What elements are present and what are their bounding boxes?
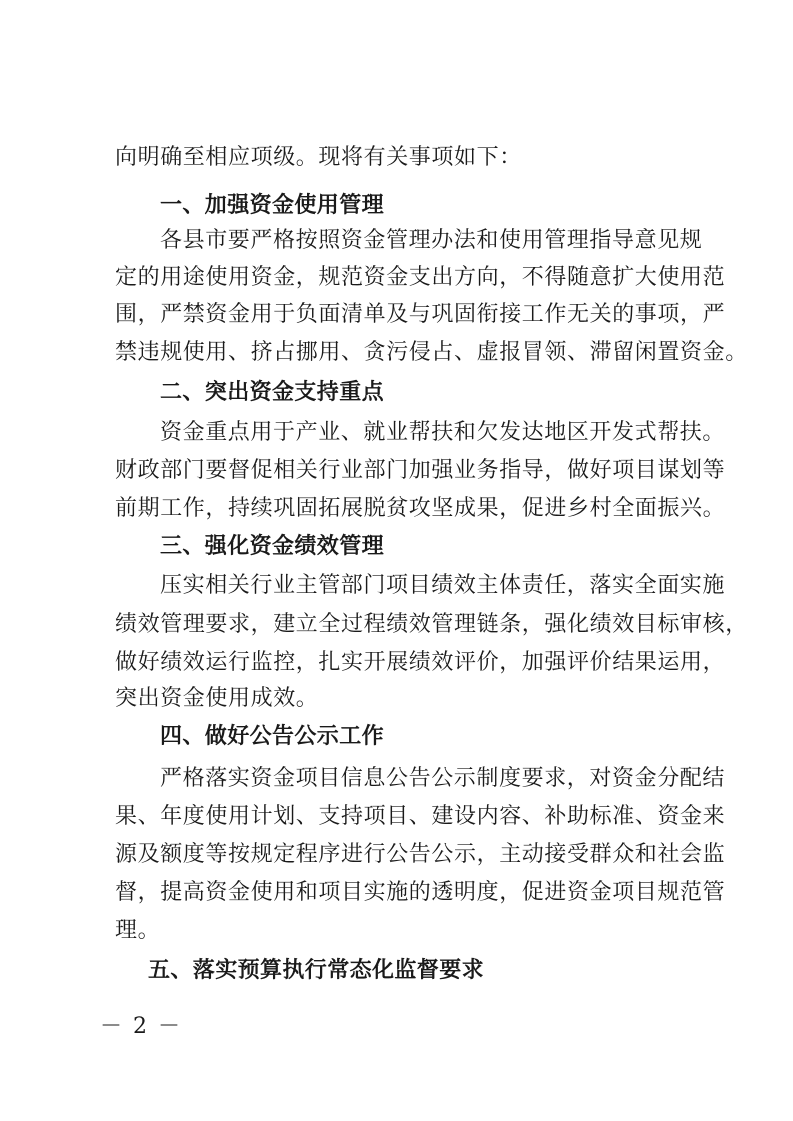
paragraph-line: 做好绩效运行监控，扎实开展绩效评价，加强评价结果运用， (115, 650, 726, 675)
paragraph-line: 前期工作，持续巩固拓展脱贫攻坚成果，促进乡村全面振兴。 (115, 496, 726, 521)
paragraph-line: 围，严禁资金用于负面清单及与巩固衔接工作无关的事项，严 (115, 302, 726, 327)
section-heading-4: 四、做好公告公示工作 (160, 724, 385, 749)
paragraph-line: 严格落实资金项目信息公告公示制度要求，对资金分配结 (160, 766, 726, 791)
paragraph-line: 绩效管理要求，建立全过程绩效管理链条，强化绩效目标审核， (115, 612, 748, 637)
section-heading-3: 三、强化资金绩效管理 (160, 534, 385, 559)
page-number: － 2 － (100, 1014, 182, 1039)
paragraph-line: 禁违规使用、挤占挪用、贪污侵占、虚报冒领、滞留闲置资金。 (115, 340, 748, 365)
section-heading-1: 一、加强资金使用管理 (160, 193, 385, 218)
paragraph-line: 财政部门要督促相关行业部门加强业务指导，做好项目谋划等 (115, 458, 726, 483)
paragraph-line: 压实相关行业主管部门项目绩效主体责任，落实全面实施 (160, 573, 726, 598)
paragraph-line: 突出资金使用成效。 (115, 686, 319, 711)
paragraph-line: 果、年度使用计划、支持项目、建设内容、补助标准、资金来 (115, 804, 726, 829)
paragraph-line: 定的用途使用资金，规范资金支出方向，不得随意扩大使用范 (115, 265, 726, 290)
paragraph-line: 各县市要严格按照资金管理办法和使用管理指导意见规 (160, 228, 703, 253)
section-heading-2: 二、突出资金支持重点 (160, 380, 385, 405)
paragraph-line: 督，提高资金使用和项目实施的透明度，促进资金项目规范管 (115, 880, 726, 905)
paragraph-line: 理。 (115, 918, 161, 943)
section-heading-5: 五、落实预算执行常态化监督要求 (148, 958, 485, 983)
paragraph-line: 源及额度等按规定程序进行公告公示，主动接受群众和社会监 (115, 842, 726, 867)
paragraph-line: 向明确至相应项级。现将有关事项如下： (115, 145, 522, 170)
paragraph-line: 资金重点用于产业、就业帮扶和欠发达地区开发式帮扶。 (160, 420, 726, 445)
